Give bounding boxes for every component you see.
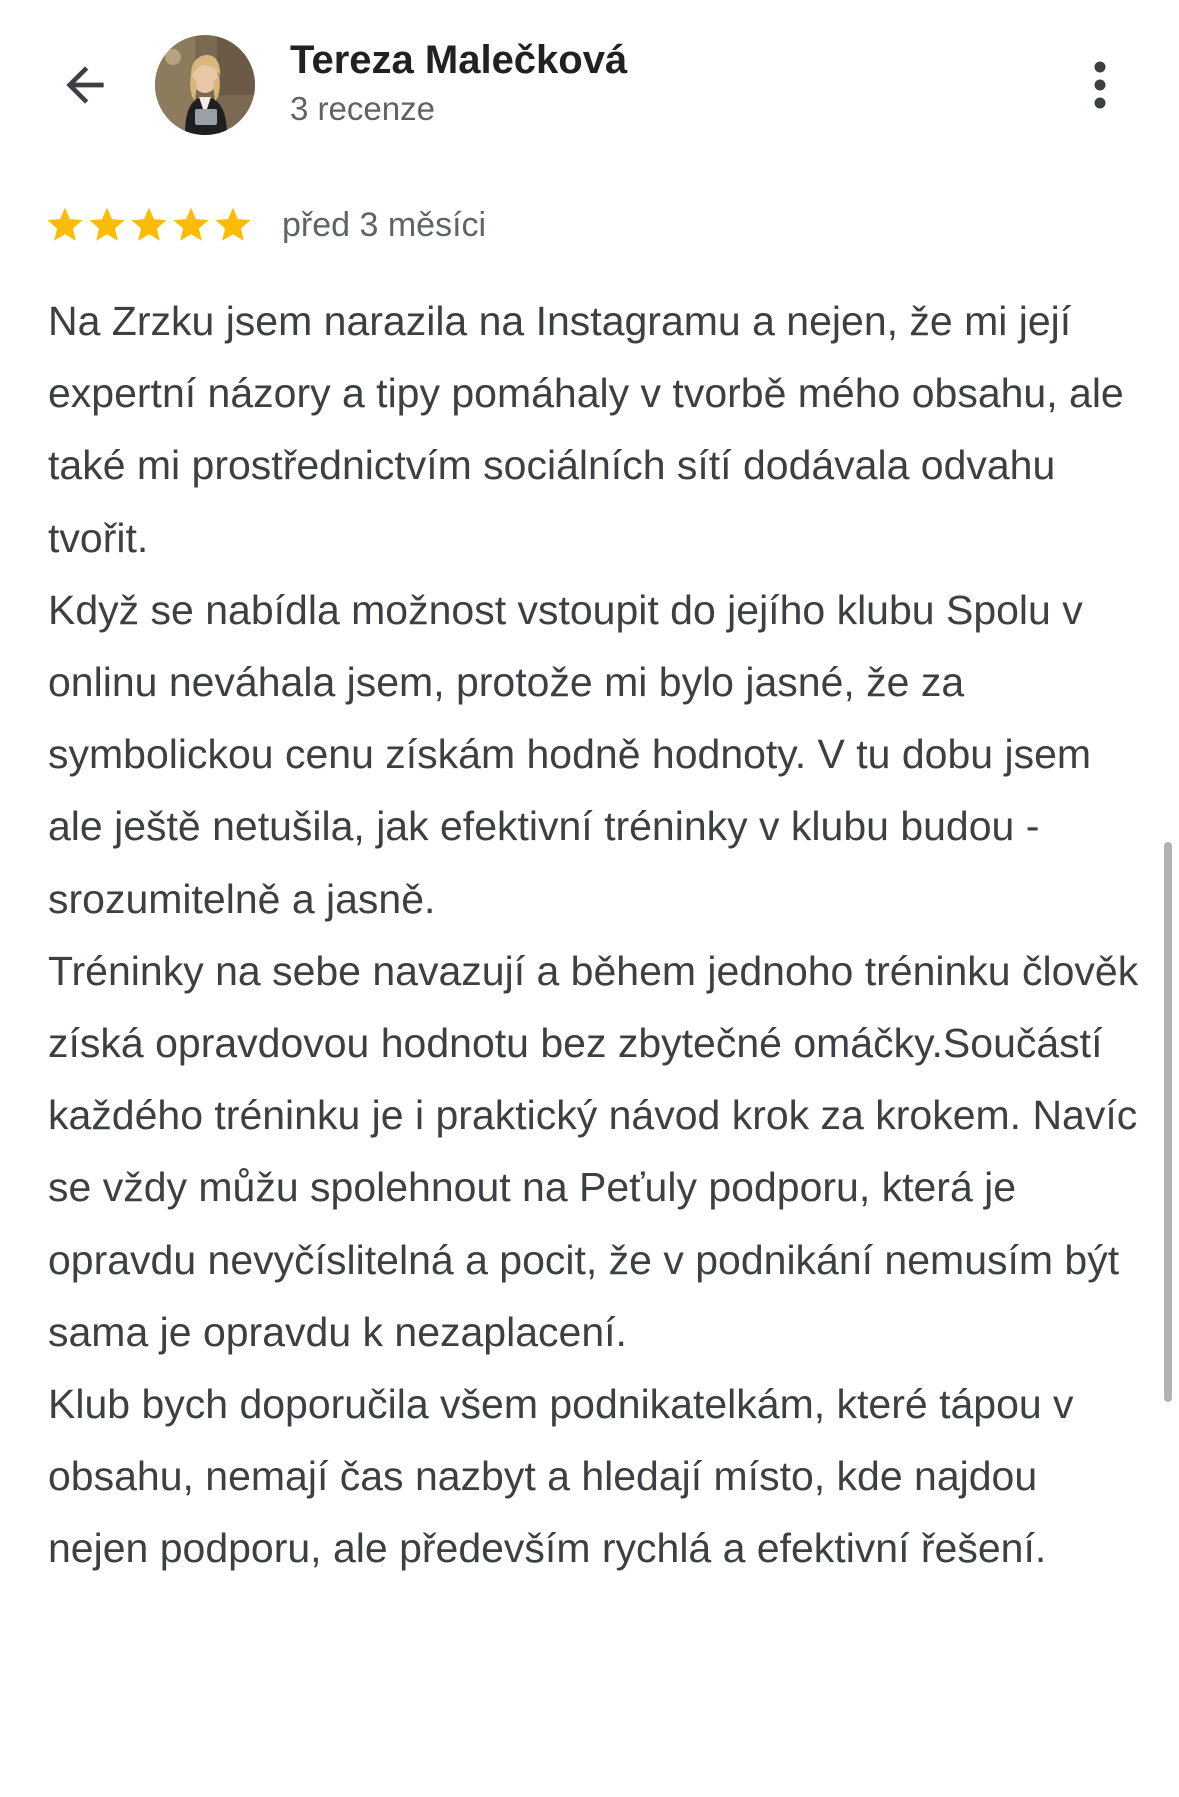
star-icon — [212, 204, 254, 246]
reviewer-header — [0, 0, 1179, 180]
back-button[interactable] — [50, 50, 120, 120]
review-text: Na Zrzku jsem narazila na Instagramu a nejen, že mi její expertní názory a tipy pomáhaly v tvorbě mého obsahu, ale také mi prostřednictvím sociálních sítí dodávala odvahu tvořit. Když se nabídla možnost vstoupit do jejího klubu Spolu v onlinu neváhala jsem, protože mi bylo jasné, že za symbolickou cenu získám hodně hodnoty. V tu dobu jsem ale ještě netušila, jak efektivní tréninky v klubu budou - srozumitelně a jasně. Tréninky na sebe navazují a během jednoho tréninku člověk získá opravdovou hodnotu bez zbytečné omáčky.Součástí každého tréninku je i praktický návod krok za krokem. Navíc se vždy můžu spolehnout na Peťuly podporu, která je opravdu nevyčíslitelná a pocit, že v podnikání nemusím být sama je opravdu k nezaplacení. Klub bych doporučila všem podnikatelkám, které tápou v obsahu, nemají čas nazbyt a hledají místo, kde najdou nejen podporu, ale především rychlá a efektivní řešení. — [48, 298, 1139, 1572]
star-icon — [86, 204, 128, 246]
star-icon — [44, 204, 86, 246]
scrollbar[interactable] — [1164, 842, 1172, 1402]
arrow-back-icon — [57, 57, 113, 113]
more-options-button[interactable] — [1075, 50, 1125, 120]
review-date: před 3 měsíci — [282, 205, 487, 244]
avatar-photo — [155, 35, 255, 135]
star-rating — [44, 204, 254, 246]
review-count: 3 recenze — [290, 90, 435, 127]
avatar[interactable] — [155, 35, 255, 135]
reviewer-name[interactable]: Tereza Malečková — [290, 38, 628, 82]
rating-row — [44, 200, 486, 250]
star-icon — [128, 204, 170, 246]
star-icon — [170, 204, 212, 246]
more-vert-icon — [1092, 61, 1108, 109]
